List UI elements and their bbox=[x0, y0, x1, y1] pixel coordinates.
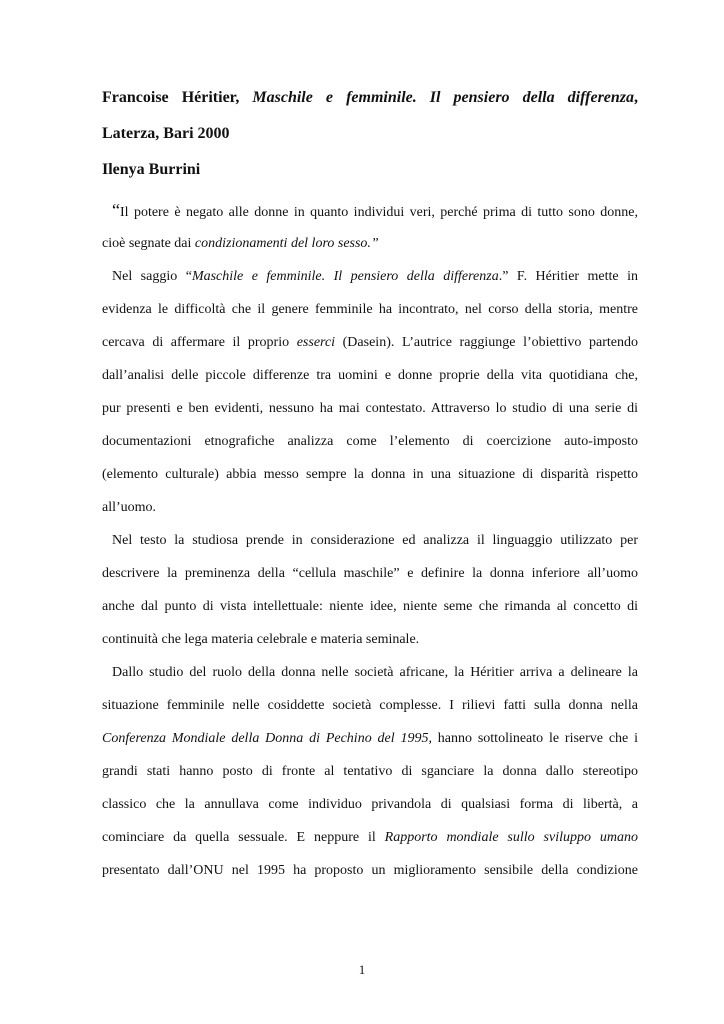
p4-line-3-italic: Conferenza Mondiale della Donna di Pechino del 1995, bbox=[102, 731, 432, 746]
document-page bbox=[102, 80, 638, 887]
p4-line-6-pre: cominciare da quella sessuale. E neppure il bbox=[102, 830, 385, 845]
heading-line-2: Laterza, Bari 2000 bbox=[102, 125, 230, 142]
p4-line-1: Dallo studio del ruolo della donna nelle società africane, la Héritier arriva a delineare la bbox=[112, 665, 638, 680]
heading-comma: , bbox=[634, 89, 639, 106]
p2-line-6: documentazioni etnografiche analizza come l’elemento di coercizione auto-imposto bbox=[102, 434, 638, 449]
p4-line-4: grandi stati hanno posto di fronte al tentativo di sganciare la donna dallo stereotipo bbox=[102, 764, 638, 779]
p3-line-1: Nel testo la studiosa prende in considerazione ed analizza il linguaggio utilizzato per bbox=[112, 533, 638, 548]
page-number: 1 bbox=[358, 962, 366, 977]
p4-line-3 bbox=[102, 722, 638, 755]
p2-line-5: pur presenti e ben evidenti, nessuno ha mai contestato. Attraverso lo studio di una serie di bbox=[102, 401, 638, 416]
p2-line-1 bbox=[102, 260, 638, 293]
author-name: Francoise Héritier, bbox=[102, 89, 240, 106]
p2-line-8: all’uomo. bbox=[102, 500, 157, 515]
p1-line-2 bbox=[102, 227, 638, 260]
p3-line-4: continuità che lega materia celebrale e materia seminale. bbox=[102, 632, 420, 647]
p2-line-7: (elemento culturale) abbia messo sempre la donna in una situazione di disparità rispetto bbox=[102, 467, 638, 482]
p2-line-3 bbox=[102, 326, 638, 359]
p2-line-3-pre: cercava di affermare il proprio bbox=[102, 335, 297, 350]
p2-line-3-post: (Dasein). L’autrice raggiunge l’obiettivo partendo bbox=[335, 335, 638, 350]
p2-line-3-italic: esserci bbox=[296, 335, 336, 350]
p4-line-6-italic: Rapporto mondiale sullo sviluppo umano bbox=[384, 830, 638, 845]
p2-line-1-pre: Nel saggio “ bbox=[112, 269, 192, 284]
p2-line-2: evidenza le difficoltà che il genere femminile ha incontrato, nel corso della storia, mentre bbox=[102, 302, 638, 317]
p4-line-3-post: hanno sottolineato le riserve che i bbox=[431, 731, 638, 746]
book-title: Maschile e femminile. Il pensiero della differenza bbox=[252, 89, 635, 106]
p2-line-1-post: .” F. Héritier mette in bbox=[498, 269, 638, 284]
p3-line-3: anche dal punto di vista intellettuale: niente idee, niente seme che rimanda al concetto di bbox=[102, 599, 638, 614]
review-author: Ilenya Burrini bbox=[102, 161, 201, 178]
p2-line-4: dall’analisi delle piccole differenze tra uomini e donne proprie della vita quotidiana che, bbox=[102, 368, 638, 383]
heading-line-1 bbox=[102, 80, 638, 116]
p1-line-1-text: Il potere è negato alle donne in quanto individui veri, perché prima di tutto sono donne, bbox=[120, 205, 638, 220]
p4-line-2: situazione femminile nelle cosiddette società complesse. I rilievi fatti sulla donna nella bbox=[102, 698, 638, 713]
p3-line-2: descrivere la preminenza della “cellula maschile” e definire la donna inferiore all’uomo bbox=[102, 566, 638, 581]
p1-line-2-italic: condizionamenti del loro sesso.” bbox=[194, 236, 379, 251]
opening-quote-mark: “ bbox=[112, 200, 120, 220]
p4-line-6 bbox=[102, 821, 638, 854]
p1-line-2-text: cioè segnate dai bbox=[102, 236, 195, 251]
p4-line-5: classico che la annullava come individuo privandola di qualsiasi forma di libertà, a bbox=[102, 797, 638, 812]
p4-line-7: presentato dall’ONU nel 1995 ha proposto un miglioramento sensibile della condizione bbox=[102, 863, 638, 878]
p1-line-1 bbox=[102, 194, 638, 227]
p2-line-1-italic: Maschile e femminile. Il pensiero della differenza bbox=[191, 269, 499, 284]
